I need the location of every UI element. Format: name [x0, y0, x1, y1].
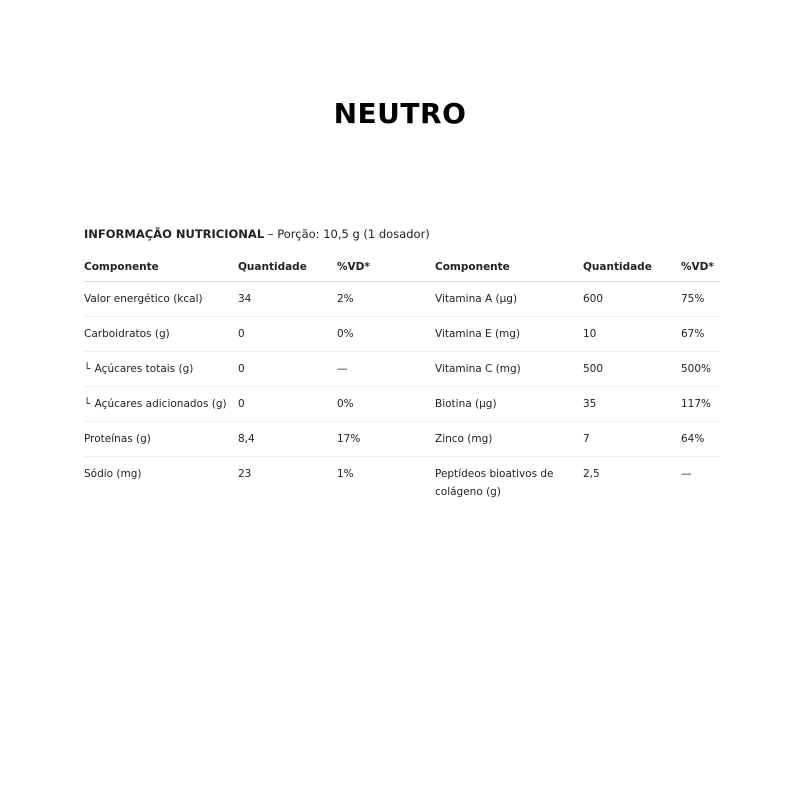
- nutrition-heading: [84, 225, 720, 243]
- sub-item-marker-icon: └: [84, 398, 91, 410]
- left-component-name-text: Açúcares totais (g): [94, 363, 194, 375]
- sub-item-marker-icon: └: [84, 363, 91, 375]
- right-component-name: [435, 457, 583, 502]
- left-component-daily-value: 17%: [337, 422, 435, 457]
- left-component-name: Proteínas (g): [84, 422, 238, 457]
- column-header-quantity: Quantidade: [238, 253, 337, 282]
- left-component-quantity: 8,4: [238, 422, 337, 457]
- left-component-daily-value: 2%: [337, 282, 435, 317]
- table-row: [84, 387, 720, 422]
- right-component-name: Vitamina C (mg): [435, 352, 583, 387]
- column-header-quantity: Quantidade: [583, 253, 681, 282]
- table-header-row: [84, 253, 720, 282]
- left-component-quantity: 0: [238, 352, 337, 387]
- right-component-daily-value: 500%: [681, 352, 720, 387]
- left-component-quantity: 23: [238, 468, 252, 480]
- right-component-daily-value: —: [681, 468, 692, 480]
- table-row: [84, 317, 720, 352]
- right-component-daily-value: 117%: [681, 387, 720, 422]
- left-component-name: Valor energético (kcal): [84, 282, 238, 317]
- left-component-name: [84, 387, 238, 422]
- nutrition-heading-separator: –: [264, 227, 278, 241]
- left-component-name: Carboidratos (g): [84, 317, 238, 352]
- right-component-quantity: 2,5: [583, 468, 600, 480]
- right-component-daily-value: 67%: [681, 317, 720, 352]
- table-row: [84, 352, 720, 387]
- table-row: [84, 282, 720, 317]
- column-header-component: Componente: [435, 253, 583, 282]
- right-component-quantity: 600: [583, 282, 681, 317]
- nutrition-facts-section: [84, 225, 720, 501]
- left-component-daily-value: —: [337, 352, 435, 387]
- page-title: NEUTRO: [333, 97, 467, 130]
- right-component-name: Biotina (µg): [435, 387, 583, 422]
- nutrition-table: [84, 253, 720, 501]
- left-component-quantity: 0: [238, 317, 337, 352]
- right-component-quantity: 7: [583, 422, 681, 457]
- column-header-component: Componente: [84, 253, 238, 282]
- right-component-daily-value: 64%: [681, 422, 720, 457]
- right-component-quantity: 35: [583, 387, 681, 422]
- column-header-daily-value: %VD*: [681, 253, 720, 282]
- right-component-quantity: 500: [583, 352, 681, 387]
- right-component-name: Vitamina A (µg): [435, 282, 583, 317]
- left-component-daily-value: 0%: [337, 387, 435, 422]
- left-component-quantity: 34: [238, 282, 337, 317]
- nutrition-heading-label: INFORMAÇÃO NUTRICIONAL: [84, 227, 265, 241]
- left-component-daily-value: 0%: [337, 317, 435, 352]
- right-component-name-text: Peptídeos bioativos de colágeno (g): [435, 468, 554, 498]
- column-header-daily-value: %VD*: [337, 253, 435, 282]
- left-component-daily-value: 1%: [337, 468, 354, 480]
- nutrition-heading-serving: Porção: 10,5 g (1 dosador): [277, 227, 430, 241]
- left-component-name: Sódio (mg): [84, 468, 142, 480]
- right-component-quantity: 10: [583, 317, 681, 352]
- left-component-name-text: Açúcares adicionados (g): [94, 398, 227, 410]
- right-component-name: Vitamina E (mg): [435, 317, 583, 352]
- table-row: [84, 422, 720, 457]
- right-component-name: Zinco (mg): [435, 422, 583, 457]
- left-component-quantity: 0: [238, 387, 337, 422]
- right-component-daily-value: 75%: [681, 282, 720, 317]
- table-row: [84, 457, 720, 502]
- left-component-name: [84, 352, 238, 387]
